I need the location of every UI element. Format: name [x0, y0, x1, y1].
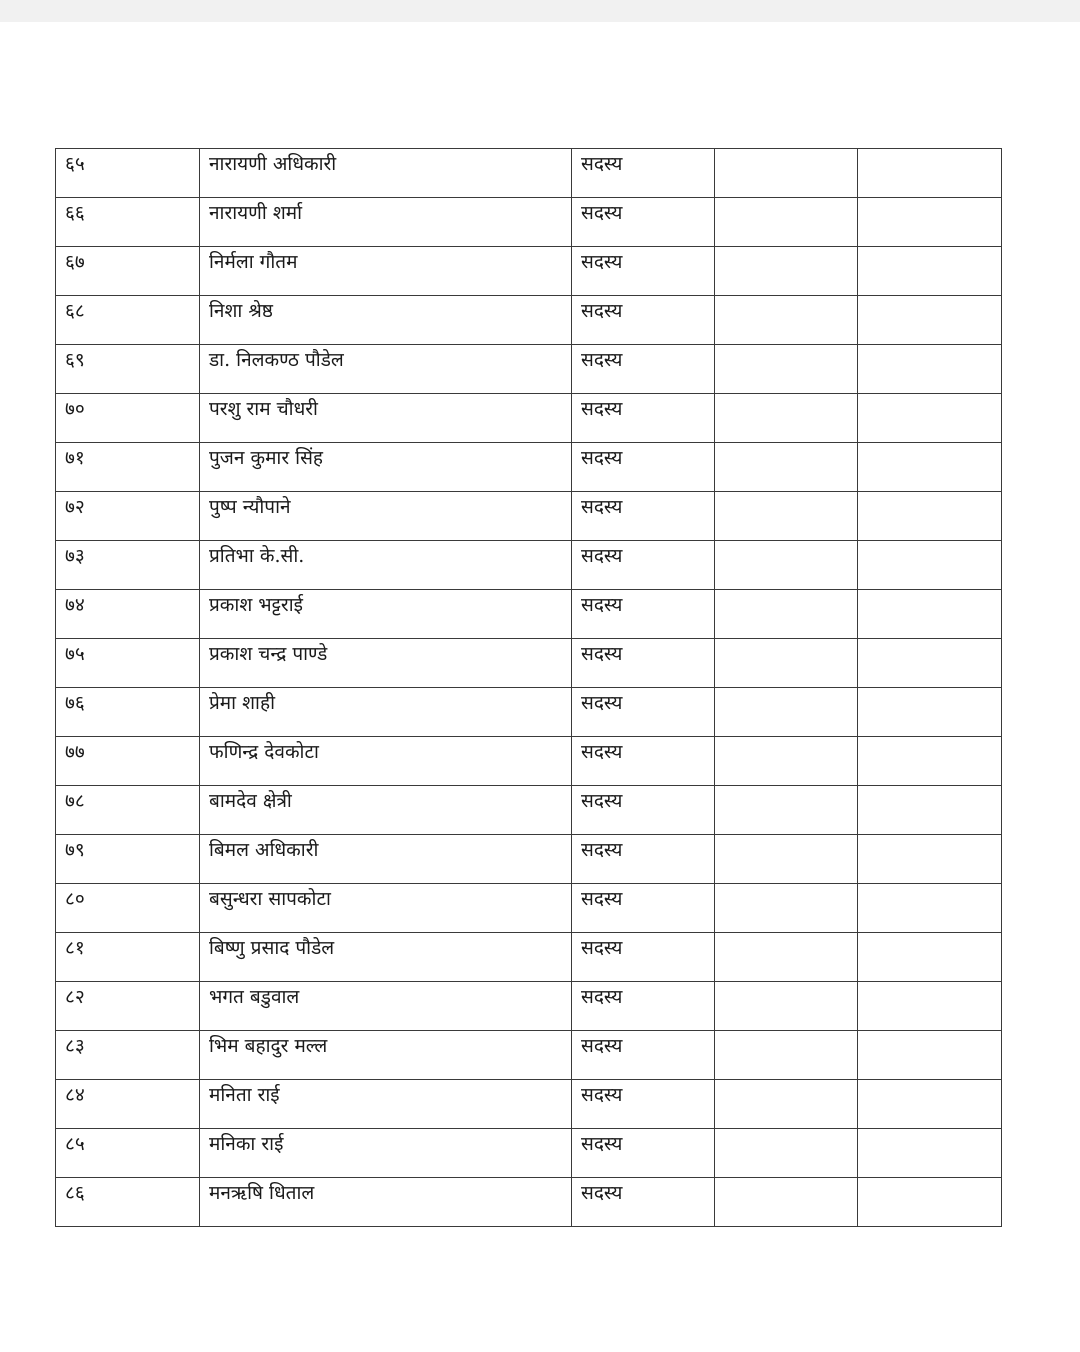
empty-cell: [715, 541, 858, 590]
position-cell: सदस्य: [572, 1178, 715, 1227]
empty-cell: [715, 296, 858, 345]
position-cell: सदस्य: [572, 639, 715, 688]
position-cell: सदस्य: [572, 247, 715, 296]
position-cell: सदस्य: [572, 1080, 715, 1129]
position-cell: सदस्य: [572, 786, 715, 835]
empty-cell: [858, 1129, 1002, 1178]
empty-cell: [858, 345, 1002, 394]
empty-cell: [858, 198, 1002, 247]
members-table-body: [56, 149, 1002, 1227]
serial-number-cell: ८३: [56, 1031, 200, 1080]
position-cell: सदस्य: [572, 198, 715, 247]
member-name-cell: परशु राम चौधरी: [200, 394, 572, 443]
position-cell: सदस्य: [572, 345, 715, 394]
empty-cell: [858, 394, 1002, 443]
empty-cell: [715, 1031, 858, 1080]
serial-number-cell: ७५: [56, 639, 200, 688]
serial-number-cell: ७१: [56, 443, 200, 492]
serial-number-cell: ८४: [56, 1080, 200, 1129]
member-name-cell: पुजन कुमार सिंह: [200, 443, 572, 492]
empty-cell: [858, 639, 1002, 688]
position-cell: सदस्य: [572, 982, 715, 1031]
table-row: [56, 786, 1002, 835]
member-name-cell: भगत बडुवाल: [200, 982, 572, 1031]
serial-number-cell: ७६: [56, 688, 200, 737]
member-name-cell: नारायणी अधिकारी: [200, 149, 572, 198]
table-row: [56, 198, 1002, 247]
position-cell: सदस्य: [572, 296, 715, 345]
member-name-cell: बिमल अधिकारी: [200, 835, 572, 884]
empty-cell: [858, 492, 1002, 541]
document-page: [0, 22, 1080, 1352]
position-cell: सदस्य: [572, 149, 715, 198]
empty-cell: [715, 639, 858, 688]
empty-cell: [715, 492, 858, 541]
member-name-cell: प्रकाश चन्द्र पाण्डे: [200, 639, 572, 688]
empty-cell: [858, 296, 1002, 345]
top-strip: [0, 0, 1080, 22]
empty-cell: [858, 835, 1002, 884]
empty-cell: [858, 247, 1002, 296]
empty-cell: [715, 688, 858, 737]
empty-cell: [858, 1178, 1002, 1227]
empty-cell: [715, 1178, 858, 1227]
member-name-cell: डा. निलकण्ठ पौडेल: [200, 345, 572, 394]
table-row: [56, 835, 1002, 884]
table-row: [56, 394, 1002, 443]
empty-cell: [715, 737, 858, 786]
position-cell: सदस्य: [572, 443, 715, 492]
position-cell: सदस्य: [572, 737, 715, 786]
table-row: [56, 737, 1002, 786]
table-row: [56, 1080, 1002, 1129]
empty-cell: [858, 737, 1002, 786]
table-row: [56, 1031, 1002, 1080]
table-row: [56, 688, 1002, 737]
member-name-cell: मनिका राई: [200, 1129, 572, 1178]
position-cell: सदस्य: [572, 688, 715, 737]
table-row: [56, 443, 1002, 492]
serial-number-cell: ८१: [56, 933, 200, 982]
serial-number-cell: ७४: [56, 590, 200, 639]
serial-number-cell: ७९: [56, 835, 200, 884]
serial-number-cell: ७७: [56, 737, 200, 786]
table-row: [56, 590, 1002, 639]
empty-cell: [715, 835, 858, 884]
position-cell: सदस्य: [572, 590, 715, 639]
position-cell: सदस्य: [572, 492, 715, 541]
empty-cell: [858, 884, 1002, 933]
serial-number-cell: ६८: [56, 296, 200, 345]
member-name-cell: फणिन्द्र देवकोटा: [200, 737, 572, 786]
empty-cell: [858, 541, 1002, 590]
table-row: [56, 541, 1002, 590]
empty-cell: [715, 443, 858, 492]
empty-cell: [858, 982, 1002, 1031]
serial-number-cell: ६९: [56, 345, 200, 394]
position-cell: सदस्य: [572, 884, 715, 933]
position-cell: सदस्य: [572, 394, 715, 443]
serial-number-cell: ७२: [56, 492, 200, 541]
empty-cell: [858, 1031, 1002, 1080]
empty-cell: [858, 688, 1002, 737]
member-name-cell: निर्मला गौतम: [200, 247, 572, 296]
table-row: [56, 149, 1002, 198]
serial-number-cell: ८५: [56, 1129, 200, 1178]
serial-number-cell: ७३: [56, 541, 200, 590]
member-name-cell: निशा श्रेष्ठ: [200, 296, 572, 345]
empty-cell: [715, 1080, 858, 1129]
position-cell: सदस्य: [572, 1031, 715, 1080]
table-row: [56, 1178, 1002, 1227]
position-cell: सदस्य: [572, 1129, 715, 1178]
table-row: [56, 1129, 1002, 1178]
table-row: [56, 296, 1002, 345]
serial-number-cell: ७०: [56, 394, 200, 443]
serial-number-cell: ८२: [56, 982, 200, 1031]
empty-cell: [858, 1080, 1002, 1129]
member-name-cell: प्रतिभा के.सी.: [200, 541, 572, 590]
member-name-cell: बामदेव क्षेत्री: [200, 786, 572, 835]
serial-number-cell: ८६: [56, 1178, 200, 1227]
members-table: [55, 148, 1002, 1227]
position-cell: सदस्य: [572, 933, 715, 982]
position-cell: सदस्य: [572, 835, 715, 884]
table-row: [56, 933, 1002, 982]
empty-cell: [858, 590, 1002, 639]
empty-cell: [715, 247, 858, 296]
table-row: [56, 884, 1002, 933]
member-name-cell: बिष्णु प्रसाद पौडेल: [200, 933, 572, 982]
member-name-cell: मनिता राई: [200, 1080, 572, 1129]
empty-cell: [858, 149, 1002, 198]
empty-cell: [858, 443, 1002, 492]
table-row: [56, 247, 1002, 296]
empty-cell: [715, 198, 858, 247]
member-name-cell: प्रकाश भट्टराई: [200, 590, 572, 639]
empty-cell: [715, 884, 858, 933]
empty-cell: [715, 394, 858, 443]
empty-cell: [715, 933, 858, 982]
member-name-cell: प्रेमा शाही: [200, 688, 572, 737]
serial-number-cell: ८०: [56, 884, 200, 933]
empty-cell: [858, 933, 1002, 982]
table-row: [56, 492, 1002, 541]
table-row: [56, 982, 1002, 1031]
serial-number-cell: ६७: [56, 247, 200, 296]
member-name-cell: मनऋषि धिताल: [200, 1178, 572, 1227]
empty-cell: [715, 786, 858, 835]
serial-number-cell: ६५: [56, 149, 200, 198]
empty-cell: [715, 345, 858, 394]
member-name-cell: भिम बहादुर मल्ल: [200, 1031, 572, 1080]
empty-cell: [715, 590, 858, 639]
member-name-cell: पुष्प न्यौपाने: [200, 492, 572, 541]
empty-cell: [858, 786, 1002, 835]
empty-cell: [715, 149, 858, 198]
serial-number-cell: ६६: [56, 198, 200, 247]
table-row: [56, 639, 1002, 688]
serial-number-cell: ७८: [56, 786, 200, 835]
table-row: [56, 345, 1002, 394]
member-name-cell: नारायणी शर्मा: [200, 198, 572, 247]
empty-cell: [715, 1129, 858, 1178]
empty-cell: [715, 982, 858, 1031]
position-cell: सदस्य: [572, 541, 715, 590]
member-name-cell: बसुन्धरा सापकोटा: [200, 884, 572, 933]
